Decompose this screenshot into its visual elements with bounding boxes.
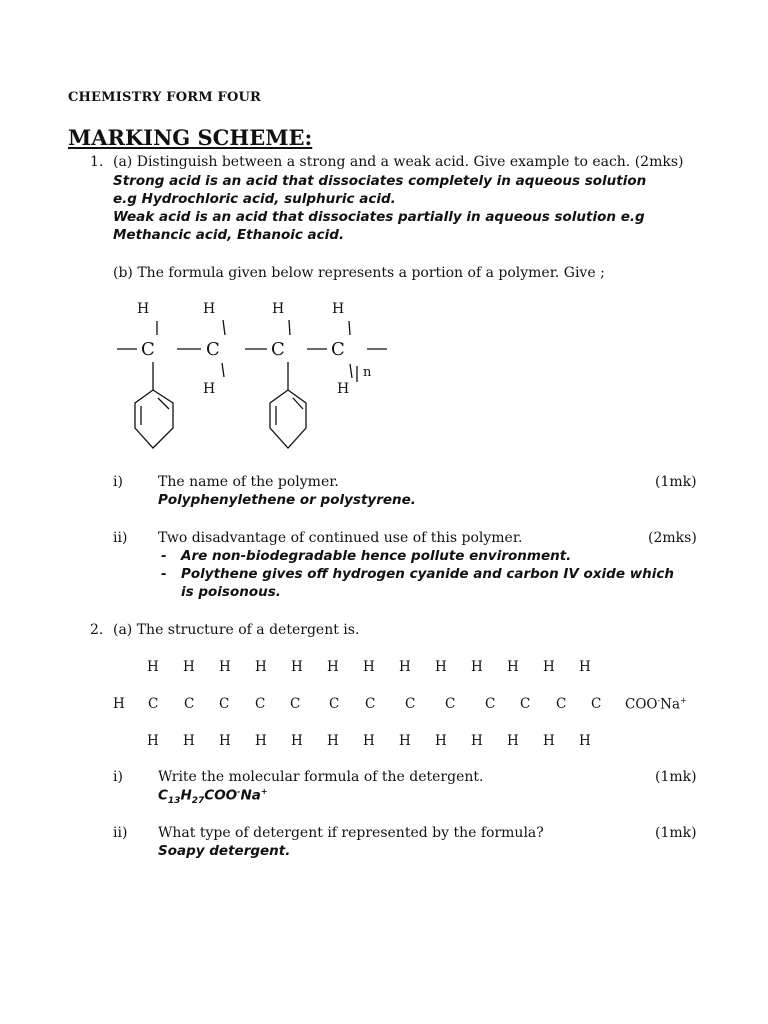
hydrogen-atom: H xyxy=(272,301,285,317)
formula-na: Na xyxy=(240,787,261,804)
hydrogen-atom: H xyxy=(363,659,375,675)
bottom-hydrogen-row xyxy=(0,733,768,753)
subquestion-number: i) xyxy=(113,474,123,490)
answer-line: Polythene gives off hydrogen cyanide and carbon IV oxide which xyxy=(181,566,675,582)
answer-line: Soapy detergent. xyxy=(158,843,291,859)
document-header: CHEMISTRY FORM FOUR xyxy=(68,90,262,105)
hydrogen-atom: H xyxy=(363,733,375,749)
hydrogen-atom: H xyxy=(337,381,350,397)
subquestion-text: Write the molecular formula of the detergent. xyxy=(158,769,484,785)
hydrogen-atom: H xyxy=(219,659,231,675)
molecular-formula-answer xyxy=(158,787,268,806)
hydrogen-atom: H xyxy=(543,733,555,749)
formula-c: C xyxy=(158,787,168,804)
carbon-atom: C xyxy=(556,696,567,712)
marks-allocation: (1mk) xyxy=(655,825,697,841)
answer-line: is poisonous. xyxy=(181,584,281,600)
answer-line: e.g Hydrochloric acid, sulphuric acid. xyxy=(113,191,396,207)
hydrogen-atom: H xyxy=(113,696,125,712)
formula-h-subscript: 27 xyxy=(191,796,205,807)
top-hydrogen-row xyxy=(0,659,768,679)
hydrogen-atom: H xyxy=(327,733,339,749)
subquestion-number: ii) xyxy=(113,530,128,546)
carbon-atom: C xyxy=(331,339,345,360)
subquestion-text: Two disadvantage of continued use of this polymer. xyxy=(158,530,523,546)
answer-line: Are non-biodegradable hence pollute environment. xyxy=(181,548,572,564)
formula-h: H xyxy=(180,787,192,804)
carbon-atom: C xyxy=(184,696,195,712)
hydrogen-atom: H xyxy=(435,733,447,749)
hydrogen-atom: H xyxy=(219,733,231,749)
hydrogen-atom: H xyxy=(137,301,150,317)
carbon-atom: C xyxy=(206,339,220,360)
carbon-atom: C xyxy=(445,696,456,712)
question-1b-text: (b) The formula given below represents a portion of a polymer. Give ; xyxy=(113,265,605,281)
hydrogen-atom: H xyxy=(183,733,195,749)
hydrogen-atom: H xyxy=(147,733,159,749)
hydrogen-atom: H xyxy=(507,733,519,749)
carbon-chain-row xyxy=(0,696,768,716)
charge-minus: - xyxy=(657,696,661,705)
charge-plus: + xyxy=(260,787,268,796)
question-number: 2. xyxy=(90,622,104,638)
carbon-atom: C xyxy=(255,696,266,712)
hydrogen-atom: H xyxy=(203,301,216,317)
question-1a-text: (a) Distinguish between a strong and a weak acid. Give example to each. (2mks) xyxy=(113,154,684,170)
carbon-atom: C xyxy=(520,696,531,712)
carbon-atom: C xyxy=(365,696,376,712)
subquestion-number: ii) xyxy=(113,825,128,841)
question-2a-text: (a) The structure of a detergent is. xyxy=(113,622,360,638)
carbon-atom: C xyxy=(485,696,496,712)
carbon-atom: C xyxy=(405,696,416,712)
carboxylate-group xyxy=(625,696,687,713)
hydrogen-atom: H xyxy=(183,659,195,675)
na-text: Na xyxy=(660,696,681,713)
marks-allocation: (1mk) xyxy=(655,474,697,490)
hydrogen-atom: H xyxy=(471,659,483,675)
subquestion-text: What type of detergent if represented by the formula? xyxy=(158,825,544,841)
hydrogen-atom: H xyxy=(435,659,447,675)
marks-allocation: (2mks) xyxy=(648,530,697,546)
hydrogen-atom: H xyxy=(579,659,591,675)
hydrogen-atom: H xyxy=(291,659,303,675)
bullet-dash: - xyxy=(161,548,167,564)
charge-minus: - xyxy=(237,787,241,796)
hydrogen-atom: H xyxy=(471,733,483,749)
hydrogen-atom: H xyxy=(543,659,555,675)
answer-line: Polyphenylethene or polystyrene. xyxy=(158,492,416,508)
answer-line: Weak acid is an acid that dissociates partially in aqueous solution e.g xyxy=(113,209,645,225)
carbon-atom: C xyxy=(148,696,159,712)
subquestion-text: The name of the polymer. xyxy=(158,474,339,490)
charge-plus: + xyxy=(680,696,687,705)
hydrogen-atom: H xyxy=(399,659,411,675)
hydrogen-atom: H xyxy=(147,659,159,675)
carbon-atom: C xyxy=(591,696,602,712)
hydrogen-atom: H xyxy=(291,733,303,749)
hydrogen-atom: H xyxy=(399,733,411,749)
carbon-atom: C xyxy=(219,696,230,712)
carbon-atom: C xyxy=(141,339,155,360)
formula-c-subscript: 13 xyxy=(167,796,181,807)
hydrogen-atom: H xyxy=(255,733,267,749)
hydrogen-atom: H xyxy=(327,659,339,675)
carbon-atom: C xyxy=(329,696,340,712)
carbon-atom: C xyxy=(271,339,285,360)
coo-text: COO xyxy=(625,696,658,713)
carbon-atom: C xyxy=(290,696,301,712)
answer-line: Methancic acid, Ethanoic acid. xyxy=(113,227,345,243)
hydrogen-atom: H xyxy=(203,381,216,397)
bullet-dash: - xyxy=(161,566,167,582)
hydrogen-atom: H xyxy=(332,301,345,317)
hydrogen-atom: H xyxy=(507,659,519,675)
hydrogen-atom: H xyxy=(255,659,267,675)
subquestion-number: i) xyxy=(113,769,123,785)
repeat-unit-n: n xyxy=(363,365,372,380)
hydrogen-atom: H xyxy=(579,733,591,749)
formula-rest: COO xyxy=(204,787,238,804)
page-title: MARKING SCHEME: xyxy=(68,125,313,150)
marks-allocation: (1mk) xyxy=(655,769,697,785)
answer-line: Strong acid is an acid that dissociates completely in aqueous solution xyxy=(113,173,647,189)
question-number: 1. xyxy=(90,154,104,170)
